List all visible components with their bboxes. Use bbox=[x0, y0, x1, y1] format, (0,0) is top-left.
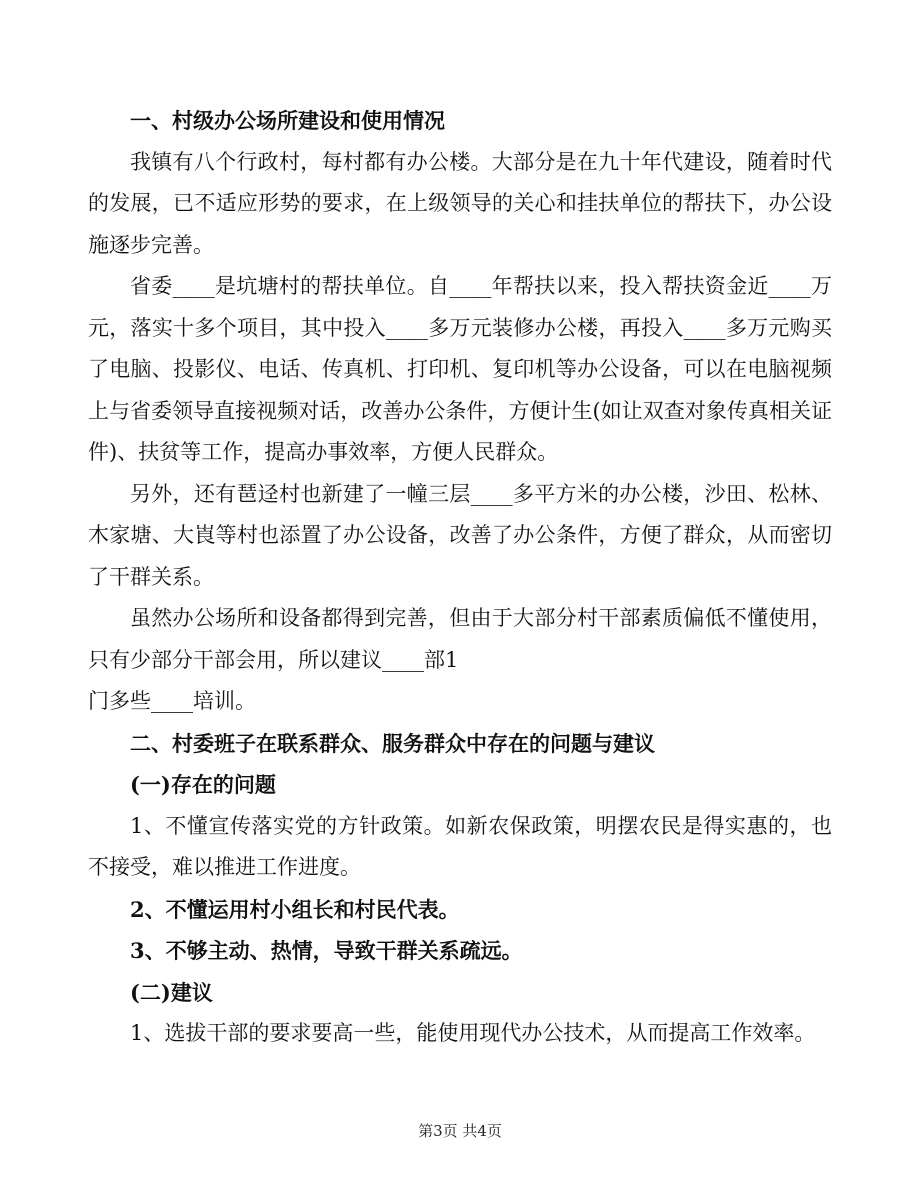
suggestion-item-1: 1、选拔干部的要求要高一些，能使用现代办公技术，从而提高工作效率。 bbox=[130, 1021, 816, 1045]
problem-item-3: 3、不够主动、热情，导致干群关系疏远。 bbox=[130, 938, 523, 963]
paragraph-office-overview: 我镇有八个行政村，每村都有办公楼。大部分是在九十年代建设，随着时代的发展，已不适应形势的要求，在上级领导的关心和挂扶单位的帮扶下，办公设施逐步完善。 bbox=[88, 149, 832, 257]
page-number-footer: 第3页 共4页 bbox=[418, 1122, 502, 1140]
problem-item-1: 1、不懂宣传落实党的方针政策。如新农保政策，明摆农民是得实惠的，也不接受，难以推进工作进度。 bbox=[88, 813, 832, 879]
paragraph-training-continued: 门多些____培训。 bbox=[88, 689, 256, 713]
section-heading-1: 一、村级办公场所建设和使用情况 bbox=[130, 108, 445, 133]
paragraph-provincial-support: 省委____是坑塘村的帮扶单位。自____年帮扶以来，投入帮扶资金近____万元，落实十多个项目，其中投入____多万元装修办公楼，再投入____多万元购买了电脑、投影仪、电话、传真机、打印机、复印机等办公设备，可以在电脑视频上与省委领导直接视频对话，改善办公条件，方便计生(如让双查对象传真相关证件)、扶贫等工作，提高办事效率，方便人民群众。 bbox=[88, 274, 832, 464]
subheading-problems: (一)存在的问题 bbox=[130, 772, 276, 797]
document-body bbox=[88, 100, 832, 1055]
problem-item-2: 2、不懂运用村小组长和村民代表。 bbox=[130, 896, 460, 922]
subheading-suggestions: (二)建议 bbox=[130, 979, 213, 1005]
paragraph-training-suggestion: 虽然办公场所和设备都得到完善，但由于大部分村干部素质偏低不懂使用，只有少部分干部会用，所以建议____部1 bbox=[88, 606, 832, 672]
paragraph-other-villages: 另外，还有琶迳村也新建了一幢三层____多平方米的办公楼，沙田、松林、木家塘、大崀等村也添置了办公设备，改善了办公条件，方便了群众，从而密切了干群关系。 bbox=[88, 481, 832, 589]
section-heading-2: 二、村委班子在联系群众、服务群众中存在的问题与建议 bbox=[130, 730, 655, 756]
